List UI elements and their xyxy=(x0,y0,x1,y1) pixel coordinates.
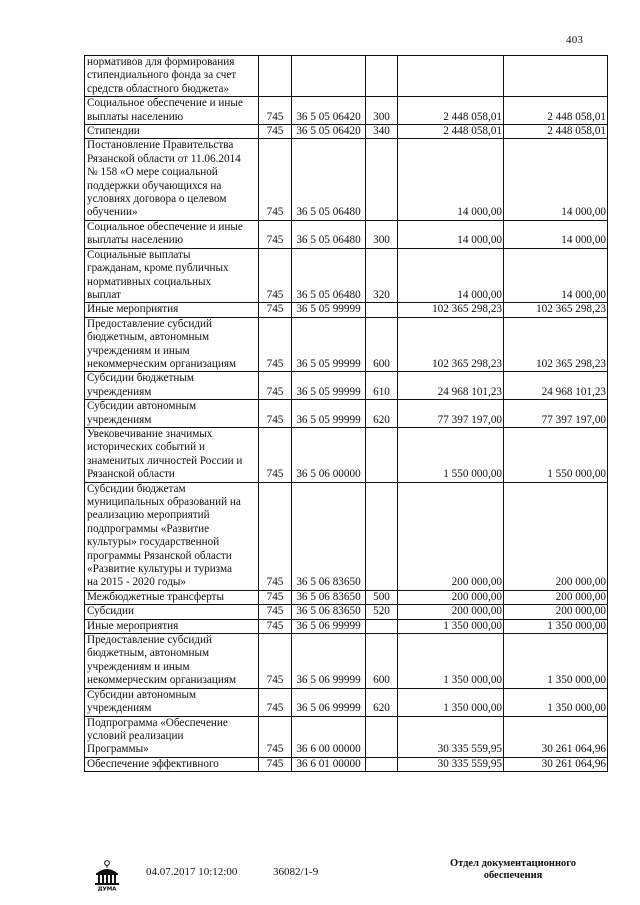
ministry-code-cell: 745 xyxy=(259,303,292,317)
amount-cell-2: 102 365 298,23 xyxy=(504,317,608,372)
target-code-cell: 36 5 06 83650 xyxy=(292,590,366,604)
target-code-cell: 36 6 01 00000 xyxy=(292,757,366,771)
row-name-cell xyxy=(85,688,259,716)
footer xyxy=(0,852,640,892)
table-row xyxy=(85,757,608,771)
ministry-code-cell: 745 xyxy=(259,757,292,771)
amount-cell-1: 1 350 000,00 xyxy=(398,634,504,689)
row-name-text: Иные мероприятия xyxy=(87,619,179,632)
amount-cell-1: 200 000,00 xyxy=(398,605,504,619)
target-code-cell: 36 6 00 00000 xyxy=(292,716,366,757)
amount-cell-1: 1 350 000,00 xyxy=(398,619,504,633)
logo-caption: ДУМА xyxy=(97,886,117,891)
expense-type-cell: 620 xyxy=(366,688,398,716)
target-code-cell: 36 5 05 99999 xyxy=(292,372,366,400)
row-name-cell xyxy=(85,634,259,689)
ministry-code-cell: 745 xyxy=(259,400,292,428)
row-name-text: Субсидии бюджетным учреждениям xyxy=(87,372,194,398)
ministry-code-cell xyxy=(259,56,292,97)
amount-cell-2: 1 350 000,00 xyxy=(504,619,608,633)
ministry-code-cell: 745 xyxy=(259,125,292,139)
target-code-cell: 36 5 05 99999 xyxy=(292,303,366,317)
target-code-cell: 36 5 06 83650 xyxy=(292,605,366,619)
table-row xyxy=(85,303,608,317)
row-name-cell xyxy=(85,97,259,125)
row-name-cell xyxy=(85,427,259,482)
table-row xyxy=(85,634,608,689)
row-name-cell xyxy=(85,317,259,372)
target-code-cell: 36 5 06 00000 xyxy=(292,427,366,482)
footer-doc-number: 36082/1-9 xyxy=(273,866,319,878)
footer-department-line1: Отдел документационного xyxy=(449,858,577,869)
amount-cell-2: 200 000,00 xyxy=(504,605,608,619)
table-row xyxy=(85,248,608,303)
expense-type-cell: 300 xyxy=(366,220,398,248)
row-name-cell xyxy=(85,303,259,317)
amount-cell-2: 30 261 064,96 xyxy=(504,716,608,757)
expense-type-cell xyxy=(366,619,398,633)
expense-type-cell: 320 xyxy=(366,248,398,303)
amount-cell-1: 200 000,00 xyxy=(398,482,504,590)
table-row xyxy=(85,317,608,372)
ministry-code-cell: 745 xyxy=(259,634,292,689)
row-name-text: Межбюджетные трансферты xyxy=(87,590,224,603)
table-row xyxy=(85,619,608,633)
ministry-code-cell: 745 xyxy=(259,605,292,619)
table-row xyxy=(85,605,608,619)
row-name-text: Стипендии xyxy=(87,125,140,138)
target-code-cell: 36 5 05 06480 xyxy=(292,139,366,220)
ministry-code-cell: 745 xyxy=(259,590,292,604)
table-row xyxy=(85,590,608,604)
amount-cell-2: 200 000,00 xyxy=(504,482,608,590)
duma-logo-icon xyxy=(92,857,122,891)
amount-cell-2: 2 448 058,01 xyxy=(504,97,608,125)
table-row xyxy=(85,220,608,248)
amount-cell-1: 30 335 559,95 xyxy=(398,757,504,771)
row-name-cell xyxy=(85,590,259,604)
target-code-cell: 36 5 05 99999 xyxy=(292,317,366,372)
amount-cell-2: 2 448 058,01 xyxy=(504,125,608,139)
amount-cell-2 xyxy=(504,56,608,97)
budget-table xyxy=(84,55,608,772)
row-name-text: Увековечивание значимых исторических событий и знаменитых личностей России и Рязанской области xyxy=(87,427,243,481)
row-name-text: Субсидии автономным учреждениям xyxy=(87,688,197,715)
expense-type-cell xyxy=(366,56,398,97)
table-row xyxy=(85,372,608,400)
expense-type-cell xyxy=(366,427,398,482)
row-name-text: Субсидии автономным учреждениям xyxy=(87,400,197,426)
target-code-cell: 36 5 06 99999 xyxy=(292,688,366,716)
amount-cell-2: 14 000,00 xyxy=(504,139,608,220)
ministry-code-cell: 745 xyxy=(259,248,292,303)
row-name-cell xyxy=(85,139,259,220)
amount-cell-2: 77 397 197,00 xyxy=(504,400,608,428)
target-code-cell: 36 5 06 99999 xyxy=(292,619,366,633)
table-row xyxy=(85,97,608,125)
expense-type-cell xyxy=(366,757,398,771)
amount-cell-2: 24 968 101,23 xyxy=(504,372,608,400)
ministry-code-cell: 745 xyxy=(259,372,292,400)
target-code-cell: 36 5 06 99999 xyxy=(292,634,366,689)
target-code-cell xyxy=(292,56,366,97)
footer-department xyxy=(428,858,598,882)
target-code-cell: 36 5 05 06480 xyxy=(292,248,366,303)
ministry-code-cell: 745 xyxy=(259,317,292,372)
table-body xyxy=(85,56,608,772)
row-name-text: Постановление Правительства Рязанской области от 11.06.2014 № 158 «О мере социальной поддержки обучающихся на условиях договора о целевом обучении» xyxy=(87,139,241,219)
amount-cell-2: 30 261 064,96 xyxy=(504,757,608,771)
amount-cell-1: 1 550 000,00 xyxy=(398,427,504,482)
expense-type-cell xyxy=(366,139,398,220)
expense-type-cell xyxy=(366,303,398,317)
target-code-cell: 36 5 05 06480 xyxy=(292,220,366,248)
expense-type-cell xyxy=(366,482,398,590)
target-code-cell: 36 5 06 83650 xyxy=(292,482,366,590)
amount-cell-2: 1 550 000,00 xyxy=(504,427,608,482)
row-name-text: Иные мероприятия xyxy=(87,303,179,316)
table-row xyxy=(85,482,608,590)
table-row xyxy=(85,125,608,139)
amount-cell-1: 102 365 298,23 xyxy=(398,317,504,372)
footer-date: 04.07.2017 10:12:00 xyxy=(146,866,238,878)
row-name-cell xyxy=(85,757,259,771)
row-name-cell xyxy=(85,56,259,97)
amount-cell-2: 200 000,00 xyxy=(504,590,608,604)
row-name-cell xyxy=(85,619,259,633)
amount-cell-1: 14 000,00 xyxy=(398,220,504,248)
target-code-cell: 36 5 05 06420 xyxy=(292,97,366,125)
page-number: 403 xyxy=(566,34,584,46)
amount-cell-1: 14 000,00 xyxy=(398,139,504,220)
ministry-code-cell: 745 xyxy=(259,220,292,248)
amount-cell-1: 2 448 058,01 xyxy=(398,125,504,139)
amount-cell-1: 2 448 058,01 xyxy=(398,97,504,125)
ministry-code-cell: 745 xyxy=(259,427,292,482)
expense-type-cell: 300 xyxy=(366,97,398,125)
expense-type-cell xyxy=(366,716,398,757)
row-name-text: Обеспечение эффективного xyxy=(87,757,219,770)
amount-cell-1: 77 397 197,00 xyxy=(398,400,504,428)
amount-cell-1: 24 968 101,23 xyxy=(398,372,504,400)
table-row xyxy=(85,427,608,482)
ministry-code-cell: 745 xyxy=(259,482,292,590)
expense-type-cell: 620 xyxy=(366,400,398,428)
row-name-cell xyxy=(85,125,259,139)
row-name-cell xyxy=(85,372,259,400)
expense-type-cell: 610 xyxy=(366,372,398,400)
row-name-text: Подпрограмма «Обеспечение условий реализации Программы» xyxy=(87,716,228,756)
target-code-cell: 36 5 05 06420 xyxy=(292,125,366,139)
row-name-text: Субсидии бюджетам муниципальных образований на реализацию мероприятий подпрограммы «Развитие культуры» государственной программы Рязанской области «Развитие культуры и туризма на 2015 - 2020 годы» xyxy=(87,482,241,589)
row-name-cell xyxy=(85,605,259,619)
table-row xyxy=(85,400,608,428)
ministry-code-cell: 745 xyxy=(259,139,292,220)
target-code-cell: 36 5 05 99999 xyxy=(292,400,366,428)
expense-type-cell: 520 xyxy=(366,605,398,619)
row-name-cell xyxy=(85,220,259,248)
ministry-code-cell: 745 xyxy=(259,688,292,716)
row-name-text: Социальное обеспечение и иные выплаты населению xyxy=(87,97,243,123)
ministry-code-cell: 745 xyxy=(259,619,292,633)
amount-cell-1: 30 335 559,95 xyxy=(398,716,504,757)
amount-cell-2: 14 000,00 xyxy=(504,220,608,248)
ministry-code-cell: 745 xyxy=(259,716,292,757)
row-name-text: Социальное обеспечение и иные выплаты населению xyxy=(87,220,243,247)
row-name-text: Предоставление субсидий бюджетным, автономным учреждениям и иным некоммерческим организациям xyxy=(87,634,237,687)
footer-department-line2: обеспечения xyxy=(483,870,543,881)
row-name-cell xyxy=(85,400,259,428)
ministry-code-cell: 745 xyxy=(259,97,292,125)
row-name-text: Субсидии xyxy=(87,605,134,618)
row-name-cell xyxy=(85,716,259,757)
amount-cell-2: 14 000,00 xyxy=(504,248,608,303)
amount-cell-2: 102 365 298,23 xyxy=(504,303,608,317)
expense-type-cell: 600 xyxy=(366,634,398,689)
amount-cell-1 xyxy=(398,56,504,97)
table-row xyxy=(85,688,608,716)
table-row xyxy=(85,139,608,220)
row-name-cell xyxy=(85,248,259,303)
amount-cell-1: 1 350 000,00 xyxy=(398,688,504,716)
amount-cell-1: 200 000,00 xyxy=(398,590,504,604)
expense-type-cell: 500 xyxy=(366,590,398,604)
row-name-cell xyxy=(85,482,259,590)
row-name-text: нормативов для формирования стипендиального фонда за счет средств областного бюджета» xyxy=(87,56,237,95)
table-row xyxy=(85,716,608,757)
expense-type-cell: 600 xyxy=(366,317,398,372)
expense-type-cell: 340 xyxy=(366,125,398,139)
amount-cell-1: 102 365 298,23 xyxy=(398,303,504,317)
row-name-text: Социальные выплаты гражданам, кроме публичных нормативных социальных выплат xyxy=(87,248,229,301)
table-row xyxy=(85,56,608,97)
amount-cell-2: 1 350 000,00 xyxy=(504,688,608,716)
amount-cell-2: 1 350 000,00 xyxy=(504,634,608,689)
amount-cell-1: 14 000,00 xyxy=(398,248,504,303)
row-name-text: Предоставление субсидий бюджетным, автономным учреждениям и иным некоммерческим организациям xyxy=(87,317,237,370)
